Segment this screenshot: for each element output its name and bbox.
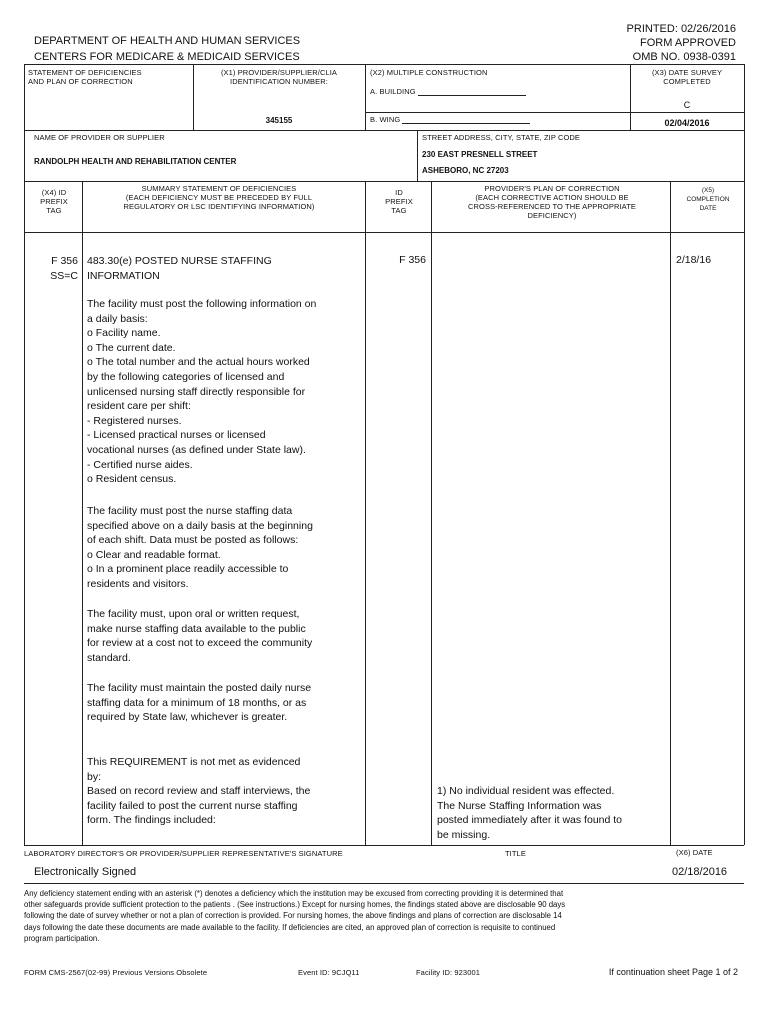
street-address: 230 EAST PRESNELL STREET: [422, 150, 538, 159]
provider-id-number: 345155: [265, 116, 293, 125]
provider-name: RANDOLPH HEALTH AND REHABILITATION CENTER: [34, 157, 237, 166]
signature-value: Electronically Signed: [34, 866, 137, 878]
x1-label: (X1) PROVIDER/SUPPLIER/CLIA IDENTIFICATION NUMBER:: [220, 68, 338, 86]
signature-label: LABORATORY DIRECTOR'S OR PROVIDER/SUPPLIER REPRESENTATIVE'S SIGNATURE: [24, 849, 343, 858]
wing-field: B. WING: [370, 114, 530, 124]
printed-date: PRINTED: 02/26/2016: [626, 23, 736, 35]
x2-label: (X2) MULTIPLE CONSTRUCTION: [370, 68, 488, 77]
plan-of-correction-text: 1) No individual resident was effected. The Nurse Staffing Information was posted immediately after it was found to be missing.: [437, 785, 623, 841]
x4-header: (X4) ID PREFIX TAG: [40, 188, 68, 215]
plan-header: PROVIDER'S PLAN OF CORRECTION (EACH CORRECTIVE ACTION SHOULD BE CROSS-REFERENCED TO THE APPROPRIATE DEFICIENCY): [468, 184, 636, 220]
page-info: If continuation sheet Page 1 of 2: [608, 967, 738, 977]
provider-name-label: NAME OF PROVIDER OR SUPPLIER: [34, 133, 165, 142]
x3-label: (X3) DATE SURVEY COMPLETED: [651, 68, 723, 86]
title-label: TITLE: [505, 849, 526, 858]
signature-date-label: (X6) DATE: [676, 848, 713, 857]
paragraph-retention: The facility must maintain the posted daily nurse staffing data for a minimum of 18 months, or as required by State law, whichever is greater.: [87, 682, 312, 724]
form-id: FORM CMS-2567(02-99) Previous Versions Obsolete: [24, 968, 208, 977]
department-title: DEPARTMENT OF HEALTH AND HUMAN SERVICES: [34, 35, 301, 47]
facility-id: Facility ID: 923001: [416, 968, 481, 977]
deficiency-title: 483.30(e) POSTED NURSE STAFFING INFORMATION: [87, 255, 272, 282]
survey-date: 02/04/2016: [664, 118, 710, 128]
address-label: STREET ADDRESS, CITY, STATE, ZIP CODE: [422, 133, 581, 142]
omb-number: OMB NO. 0938-0391: [632, 51, 736, 63]
id-header: ID PREFIX TAG: [385, 188, 413, 215]
completion-date: 2/18/16: [676, 254, 712, 266]
statement-label: STATEMENT OF DEFICIENCIES AND PLAN OF CORRECTION: [28, 68, 142, 86]
disclaimer-text: Any deficiency statement ending with an asterisk (*) denotes a deficiency which the institution may be excused from correcting providing it is determined that other safeguards provide sufficient protection to the patients . (See instructions.) Except for nursing homes, the findings stated above are disclosable 90 days following the date of survey whether or not a plan of correction is provided. For nursing homes, the above findings and plans of correction are disclosable 14 days following the date these documents are made available to the facility. If deficiencies are cited, an approved plan of correction is requisite to continued program participation.: [24, 889, 566, 943]
building-field: A. BUILDING: [370, 86, 526, 96]
paragraph-requirements: The facility must post the following information on a daily basis: o Facility name. o The current date. o The total number and the actual hours worked by the following categories of licensed and unlicensed nursing staff directly responsible for resident care per shift: - Registered nurses. - Licensed practical nurses or licensed vocational nurses (as defined under State law). - Certified nurse aides. o Resident census.: [87, 298, 317, 486]
x5-header: (X5) COMPLETION DATE: [686, 187, 730, 212]
agency-title: CENTERS FOR MEDICARE & MEDICAID SERVICES: [34, 51, 300, 63]
form-approved: FORM APPROVED: [640, 37, 736, 49]
paragraph-public-request: The facility must, upon oral or written request, make nurse staffing data available to the public for review at a cost not to exceed the community standard.: [87, 608, 313, 664]
summary-header: SUMMARY STATEMENT OF DEFICIENCIES (EACH DEFICIENCY MUST BE PRECEDED BY FULL REGULATORY OR LSC IDENTIFYING INFORMATION): [123, 184, 315, 211]
prefix-tag-right: F 356: [399, 254, 426, 266]
paragraph-findings: This REQUIREMENT is not met as evidenced by: Based on record review and staff interviews, the facility failed to post the current nurse staffing form. The findings included:: [87, 756, 311, 827]
survey-code: C: [683, 100, 691, 110]
city-state-zip: ASHEBORO, NC 27203: [422, 166, 509, 175]
signature-date: 02/18/2016: [672, 866, 728, 878]
event-id: Event ID: 9CJQ11: [298, 968, 360, 977]
prefix-tag-left: F 356 SS=C: [50, 255, 78, 282]
paragraph-posting: The facility must post the nurse staffing data specified above on a daily basis at the beginning of each shift. Data must be posted as follows: o Clear and readable format. o In a prominent place readily accessible to residents and visitors.: [87, 505, 313, 590]
